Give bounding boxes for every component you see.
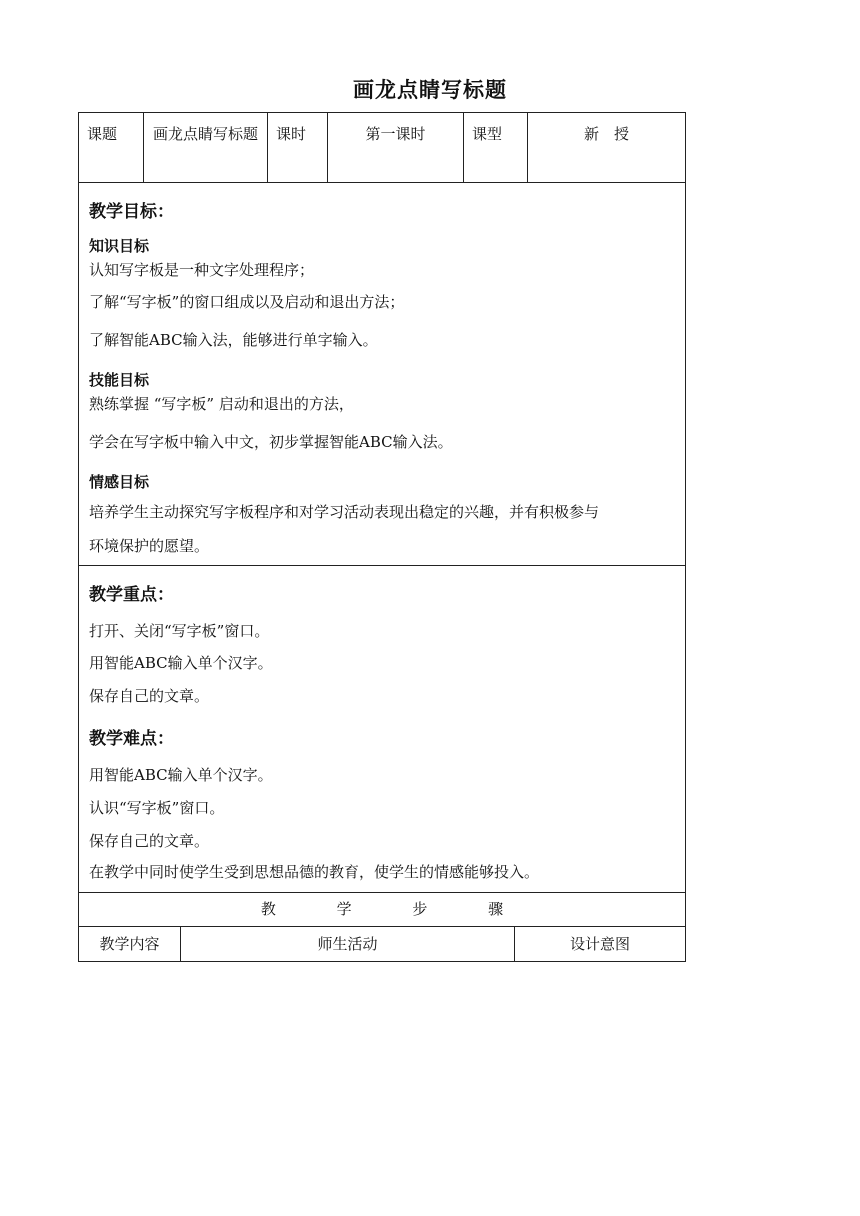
key-points-heading: 教学重点：	[89, 585, 174, 605]
period-value: 第一课时	[328, 113, 464, 182]
knowledge-heading: 知识目标	[89, 237, 150, 255]
knowledge-item: 认知写字板是一种文字处理程序；	[89, 261, 315, 279]
col-activity-header: 师生活动	[181, 927, 515, 961]
skill-item: 熟练掌握 “写字板” 启动和退出的方法，	[89, 395, 354, 413]
col-content-header: 教学内容	[79, 927, 181, 961]
knowledge-item: 了解智能ABC输入法，能够进行单字输入。	[89, 331, 378, 349]
key-point-item: 保存自己的文章。	[89, 687, 210, 705]
key-difficult-section	[79, 566, 685, 893]
topic-label: 课题	[79, 113, 144, 182]
skill-heading: 技能目标	[89, 371, 150, 389]
teaching-steps-heading: 教 学 步 骤	[79, 893, 685, 927]
period-label: 课时	[268, 113, 328, 182]
document-title: 画龙点睛写标题	[353, 78, 507, 102]
skill-item: 学会在写字板中输入中文，初步掌握智能ABC输入法。	[89, 433, 453, 451]
difficulty-item: 在教学中同时使学生受到思想品德的教育，使学生的情感能够投入。	[89, 863, 540, 881]
knowledge-item: 了解“写字板”的窗口组成以及启动和退出方法；	[89, 293, 405, 311]
emotion-heading: 情感目标	[89, 473, 150, 491]
emotion-item: 环境保护的愿望。	[89, 537, 210, 555]
difficulties-heading: 教学难点：	[89, 729, 174, 749]
type-label: 课型	[464, 113, 528, 182]
key-point-item: 打开、关闭“写字板”窗口。	[89, 622, 270, 640]
difficulty-item: 用智能ABC输入单个汉字。	[89, 766, 273, 784]
objectives-section	[79, 183, 685, 566]
topic-value: 画龙点睛写标题	[144, 113, 268, 182]
key-point-item: 用智能ABC输入单个汉字。	[89, 654, 273, 672]
difficulty-item: 认识“写字板”窗口。	[89, 799, 225, 817]
difficulty-item: 保存自己的文章。	[89, 832, 210, 850]
meta-row	[79, 113, 685, 183]
steps-column-headers	[79, 927, 685, 961]
lesson-plan-table	[78, 112, 686, 962]
emotion-item: 培养学生主动探究写字板程序和对学习活动表现出稳定的兴趣，并有积极参与	[89, 503, 600, 521]
type-value: 新 授	[583, 125, 629, 143]
objectives-heading: 教学目标：	[89, 202, 174, 222]
col-intent-header: 设计意图	[569, 935, 630, 953]
